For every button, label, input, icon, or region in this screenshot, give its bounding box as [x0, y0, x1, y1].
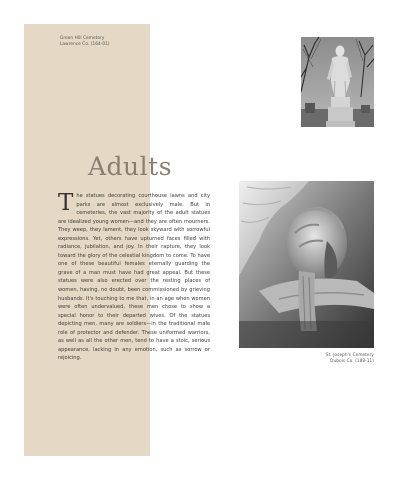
mourning-angel-image	[239, 181, 374, 348]
top-photo-caption	[60, 35, 110, 46]
right-caption-line-2: Dubois Co. (188-11)	[330, 357, 374, 363]
right-photo-caption	[318, 352, 374, 363]
section-heading: Adults	[88, 152, 173, 181]
top-caption-line-2: Lawrence Co. (164-01)	[60, 40, 110, 46]
male-statue-photo	[301, 37, 374, 127]
right-caption-line-1: St. Joseph's Cemetery	[325, 352, 374, 357]
drop-cap-letter: T	[58, 192, 74, 216]
mourning-angel-photo	[239, 181, 374, 348]
male-statue-image	[301, 37, 374, 127]
top-caption-line-1: Green Hill Cemetery	[60, 35, 105, 40]
article-body	[58, 192, 210, 414]
article-paragraph: he statues decorating courthouse lawns and city parks are almost exclusively male. But in cemeteries, the vast majority of the adult statues are idealized young women—and they are often mourners. They weep, they lament, they look skyward with sorrowful expressions. Yet, others have upturned faces filled with radiance, jubilation, and joy. In their rapture, they look toward the glory of the celestial kingdom to come. To have one of these beautiful females eternally guarding the grave of a man must have had great appeal. But these statues were also erected over the resting places of women, having, no doubt, been commissioned by grieving husbands. It's touching to me that, in an age when women were often undervalued, these men chose to show a special honor to their departed wives. Of the statues depicting men, many are soldiers—in the traditional male role of protector and defender. These uniformed warriors, as well as all the other men, tend to have a stoic, serious appearance, lacking in any emotion, such as sorrow or rejoicing.	[58, 193, 210, 362]
